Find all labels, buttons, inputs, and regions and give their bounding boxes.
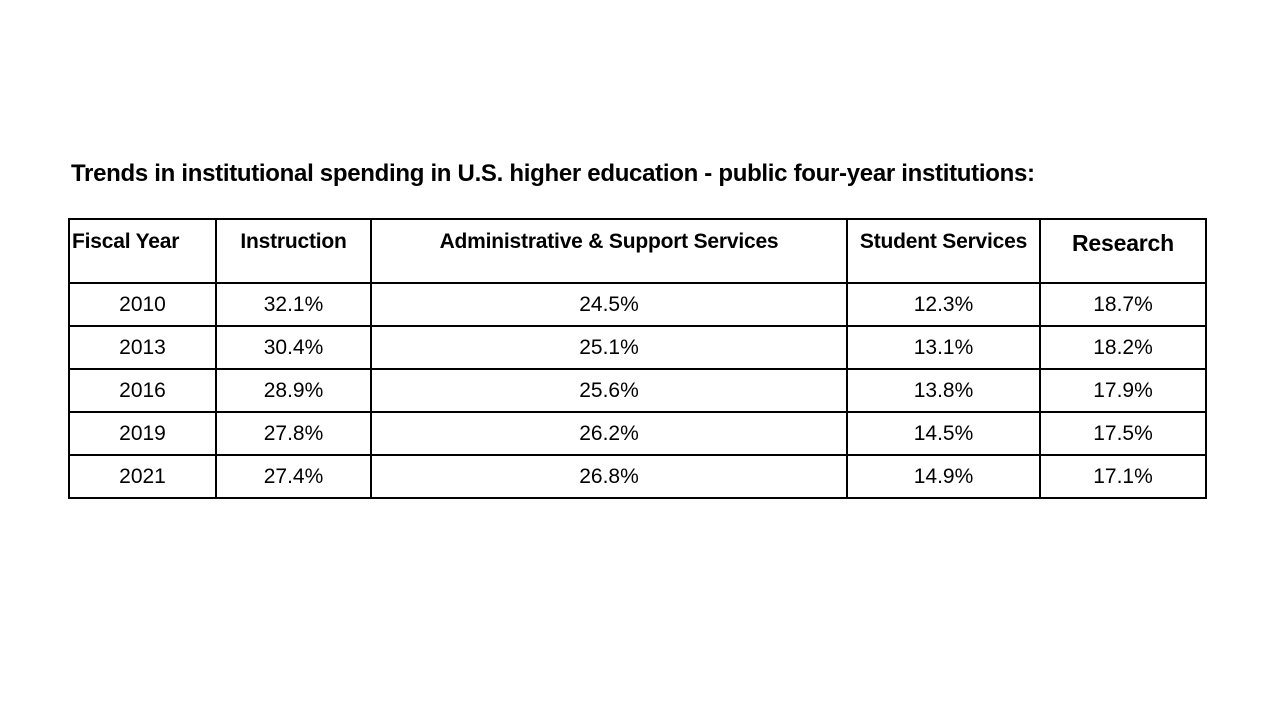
cell-administrative-support: 24.5% — [371, 283, 847, 326]
cell-administrative-support: 26.2% — [371, 412, 847, 455]
cell-instruction: 28.9% — [216, 369, 371, 412]
cell-instruction: 32.1% — [216, 283, 371, 326]
cell-student-services: 14.5% — [847, 412, 1040, 455]
spending-table — [68, 218, 1207, 499]
cell-administrative-support: 25.1% — [371, 326, 847, 369]
header-instruction: Instruction — [216, 219, 371, 283]
cell-research: 17.9% — [1040, 369, 1206, 412]
header-fiscal-year: Fiscal Year — [69, 219, 216, 283]
cell-research: 18.7% — [1040, 283, 1206, 326]
cell-instruction: 30.4% — [216, 326, 371, 369]
table-title: Trends in institutional spending in U.S. higher education - public four-year institutions: — [71, 160, 1035, 187]
table-row — [69, 369, 1206, 412]
cell-student-services: 14.9% — [847, 455, 1040, 498]
cell-fiscal-year: 2019 — [69, 412, 216, 455]
cell-student-services: 13.8% — [847, 369, 1040, 412]
header-administrative-support: Administrative & Support Services — [371, 219, 847, 283]
cell-research: 18.2% — [1040, 326, 1206, 369]
header-research: Research — [1040, 219, 1206, 283]
cell-fiscal-year: 2021 — [69, 455, 216, 498]
header-student-services: Student Services — [847, 219, 1040, 283]
cell-administrative-support: 26.8% — [371, 455, 847, 498]
cell-instruction: 27.8% — [216, 412, 371, 455]
table-row — [69, 283, 1206, 326]
cell-student-services: 12.3% — [847, 283, 1040, 326]
cell-research: 17.5% — [1040, 412, 1206, 455]
cell-student-services: 13.1% — [847, 326, 1040, 369]
table-row — [69, 326, 1206, 369]
cell-administrative-support: 25.6% — [371, 369, 847, 412]
table-row — [69, 455, 1206, 498]
cell-fiscal-year: 2010 — [69, 283, 216, 326]
header-row — [69, 219, 1206, 283]
table-row — [69, 412, 1206, 455]
cell-fiscal-year: 2016 — [69, 369, 216, 412]
cell-research: 17.1% — [1040, 455, 1206, 498]
cell-instruction: 27.4% — [216, 455, 371, 498]
cell-fiscal-year: 2013 — [69, 326, 216, 369]
